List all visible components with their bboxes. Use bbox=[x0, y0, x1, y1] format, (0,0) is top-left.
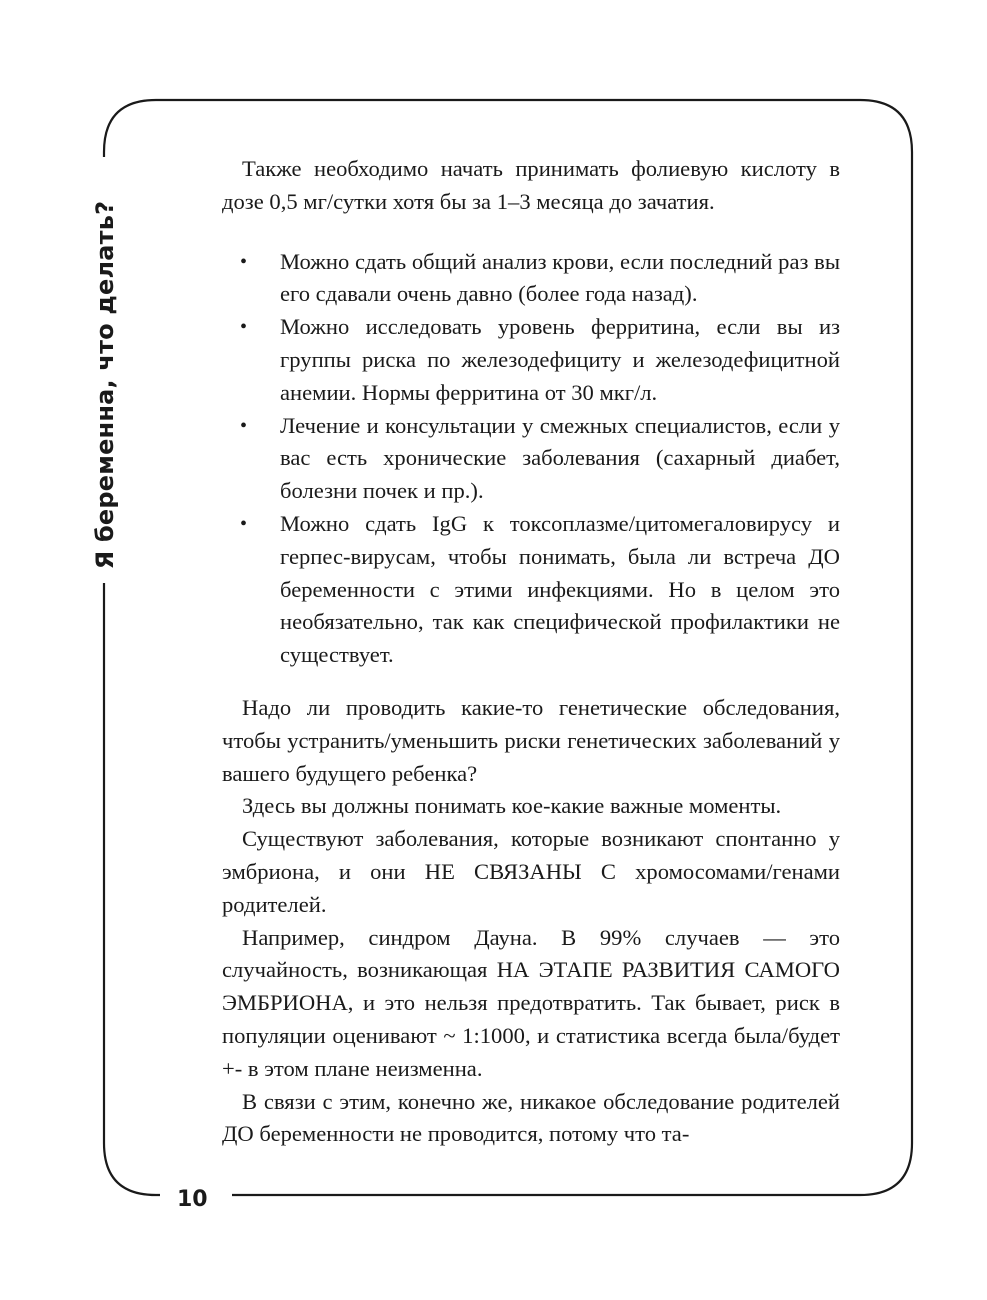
list-item-text: Можно сдать IgG к токсоплазме/цитомегаловирусу и герпес-вирусам, чтобы понимать, была ли встреча ДО беременности с этими инфекциями. Но в целом это необязательно, так как специфической профилактики не существует. bbox=[280, 510, 840, 668]
list-item bbox=[222, 246, 840, 312]
bullet-icon: • bbox=[240, 316, 248, 339]
frame-bottom-border bbox=[104, 583, 160, 1195]
list-item bbox=[222, 508, 840, 672]
list-item bbox=[222, 311, 840, 409]
body-paragraph: В связи с этим, конечно же, никакое обследование родителей ДО беременности не проводится, потому что та- bbox=[222, 1088, 840, 1147]
body-paragraph: Существуют заболевания, которые возникают спонтанно у эмбриона, и они НЕ СВЯЗАНЫ С хромосомами/генами родителей. bbox=[222, 826, 840, 917]
list-item-text: Можно сдать общий анализ крови, если последний раз вы его сдавали очень давно (более года назад). bbox=[280, 248, 840, 307]
list-item bbox=[222, 410, 840, 508]
page-number: 10 bbox=[177, 1187, 208, 1212]
intro-paragraph: Также необходимо начать принимать фолиевую кислоту в дозе 0,5 мг/сутки хотя бы за 1–3 месяца до зачатия. bbox=[222, 156, 840, 214]
chapter-running-title: Я беременна, что делать? bbox=[91, 200, 119, 570]
body-paragraph: Здесь вы должны понимать кое-какие важные моменты. bbox=[242, 793, 782, 819]
bullet-icon: • bbox=[240, 414, 248, 437]
list-item-text: Лечение и консультации у смежных специалистов, если у вас есть хронические заболевания (сахарный диабет, болезни почек и пр.). bbox=[280, 412, 840, 504]
bullet-icon: • bbox=[240, 512, 248, 535]
bullet-list bbox=[222, 246, 840, 672]
bullet-icon: • bbox=[240, 250, 248, 273]
page-content bbox=[222, 153, 840, 1151]
list-item-text: Можно исследовать уровень ферритина, если вы из группы риска по железодефициту и железодефицитной анемии. Нормы ферритина от 30 мкг/л. bbox=[280, 314, 840, 405]
body-paragraph: Например, синдром Дауна. В 99% случаев — это случайность, возникающая НА ЭТАПЕ РАЗВИТИЯ САМОГО ЭМБРИОНА, и это нельзя предотвратить. Так бывает, риск в популяции оценивают ~ 1:1000, и статистика всегда была/будет +- в этом плане неизменна. bbox=[222, 924, 840, 1081]
body-paragraph: Надо ли проводить какие-то генетические обследования, чтобы устранить/уменьшить риски генетических заболеваний у вашего будущего ребенка? bbox=[222, 694, 840, 786]
